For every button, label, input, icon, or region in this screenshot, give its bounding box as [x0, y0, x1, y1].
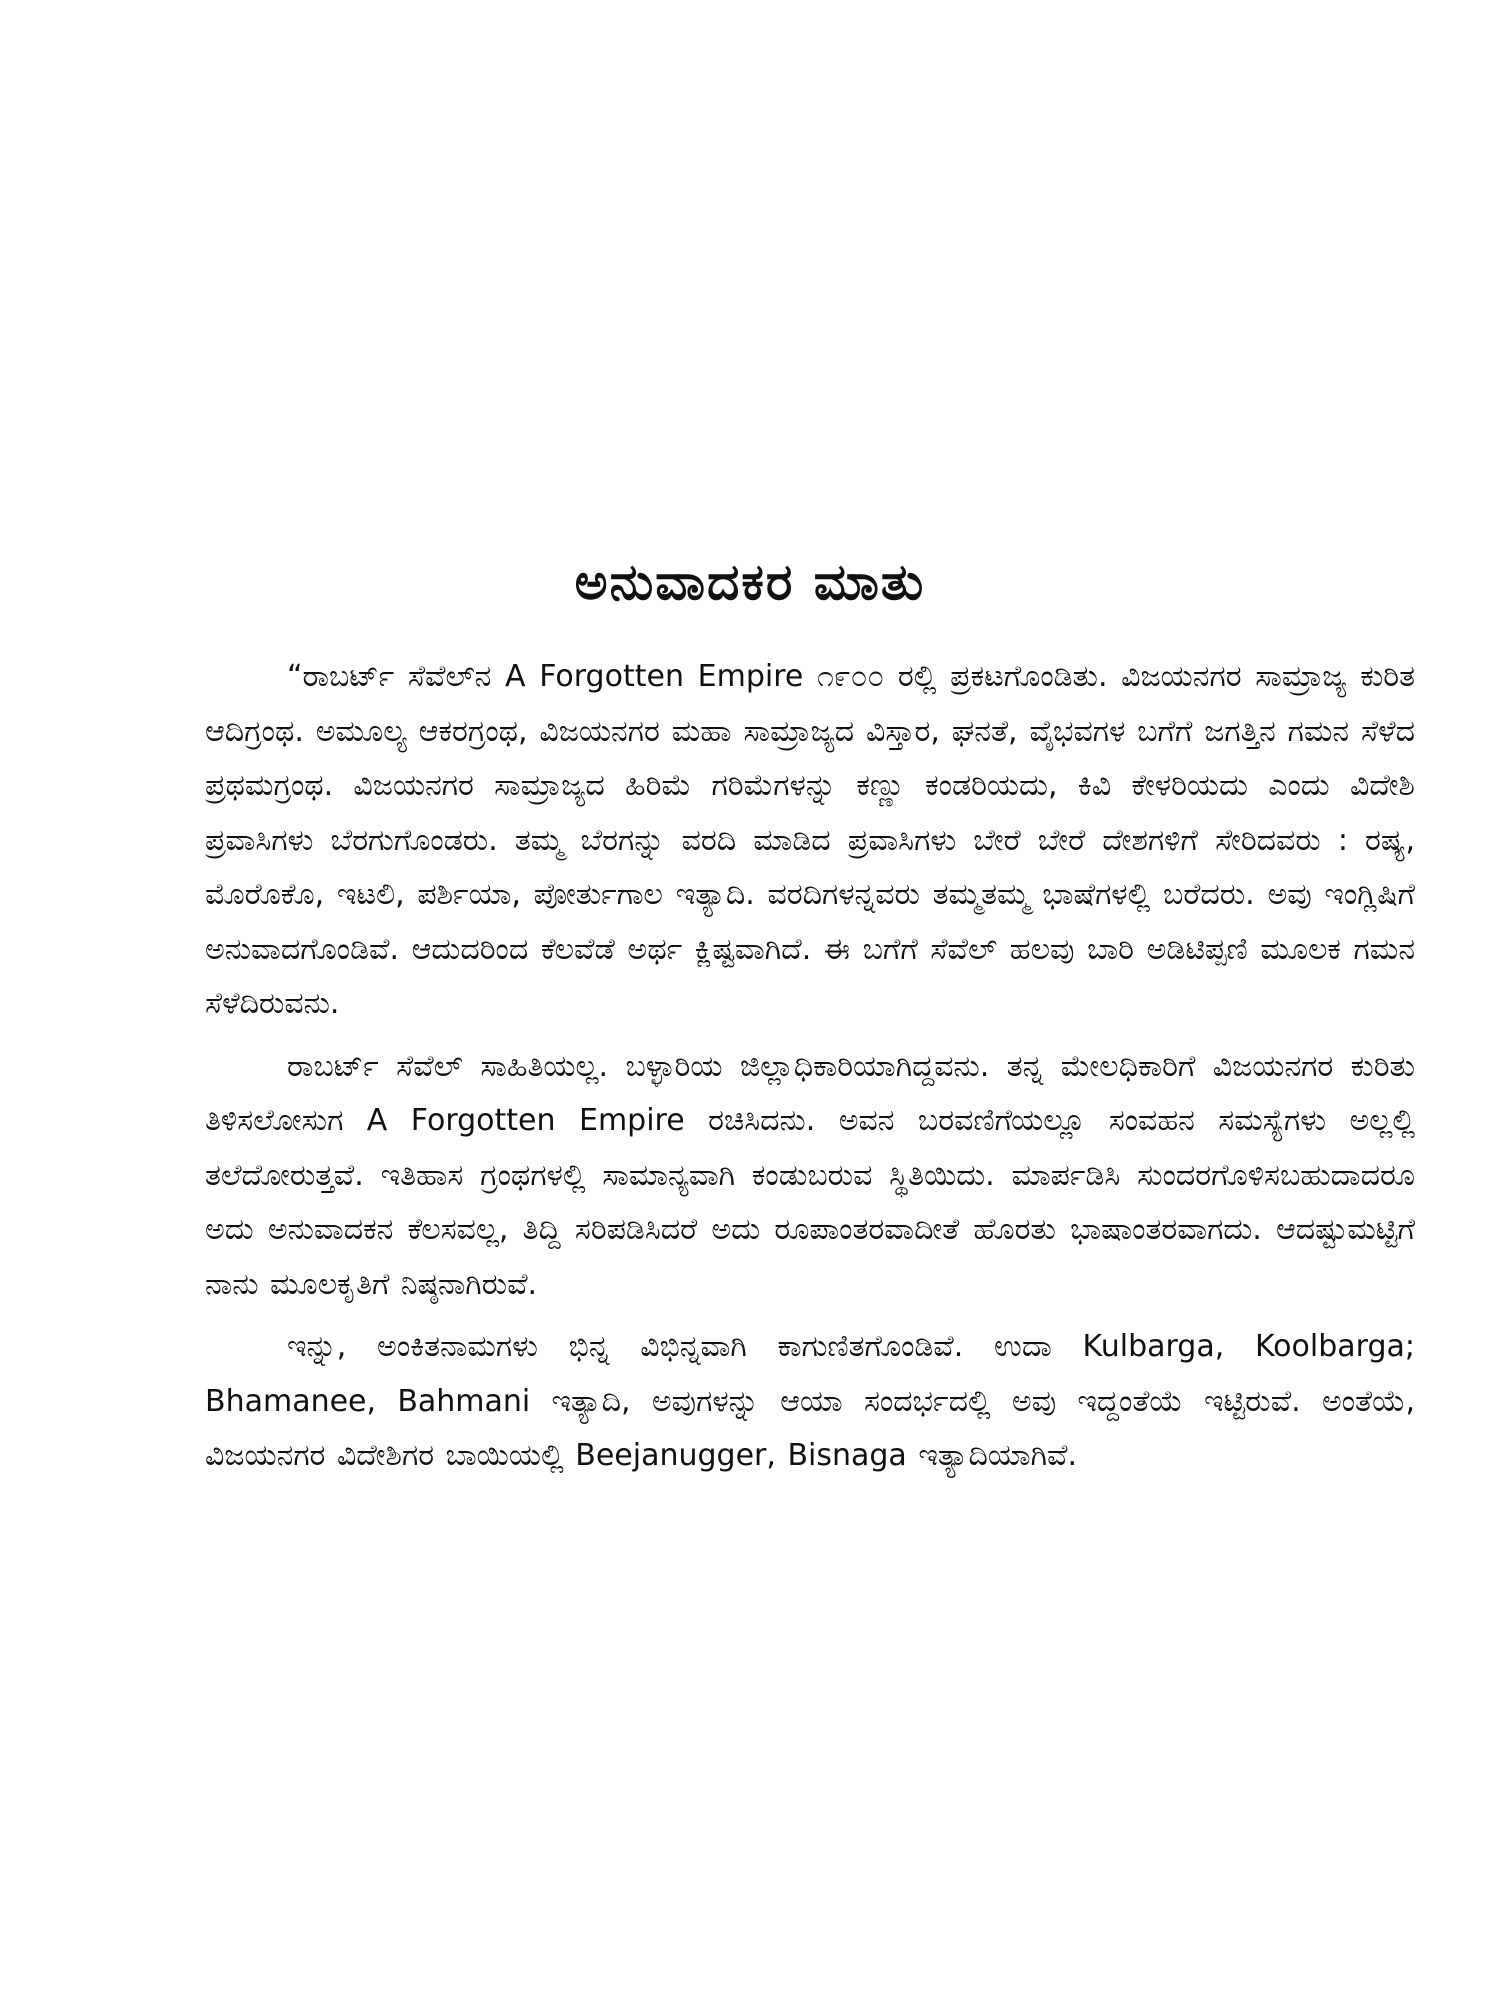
paragraph-1: “ರಾಬರ್ಟ್ ಸೆವೆಲ್‌ನ A Forgotten Empire ೧೯೦೦ ರಲ್ಲಿ ಪ್ರಕಟಗೊಂಡಿತು. ವಿಜಯನಗರ ಸಾಮ್ರಾಜ್ಯ ಕುರಿತ ಆದಿಗ್ರಂಥ. ಅಮೂಲ್ಯ ಆಕರಗ್ರಂಥ, ವಿಜಯನಗರ ಮಹಾ ಸಾಮ್ರಾಜ್ಯದ ವಿಸ್ತಾರ, ಘನತೆ, ವೈಭವಗಳ ಬಗೆಗೆ ಜಗತ್ತಿನ ಗಮನ ಸೆಳೆದ ಪ್ರಥಮಗ್ರಂಥ. ವಿಜಯನಗರ ಸಾಮ್ರಾಜ್ಯದ ಹಿರಿಮೆ ಗರಿಮೆಗಳನ್ನು ಕಣ್ಣು ಕಂಡರಿಯದು, ಕಿವಿ ಕೇಳರಿಯದು ಎಂದು ವಿದೇಶಿ ಪ್ರವಾಸಿಗಳು ಬೆರಗುಗೊಂಡರು. ತಮ್ಮ ಬೆರಗನ್ನು ವರದಿ ಮಾಡಿದ ಪ್ರವಾಸಿಗಳು ಬೇರೆ ಬೇರೆ ದೇಶಗಳಿಗೆ ಸೇರಿದವರು : ರಷ್ಯ, ಮೊರೊಕೊ, ಇಟಲಿ, ಪರ್ಶಿಯಾ, ಪೋರ್ತುಗಾಲ ಇತ್ಯಾದಿ. ವರದಿಗಳನ್ನವರು ತಮ್ಮತಮ್ಮ ಭಾಷೆಗಳಲ್ಲಿ ಬರೆದರು. ಅವು ಇಂಗ್ಲಿಷಿಗೆ ಅನುವಾದಗೊಂಡಿವೆ. ಆದುದರಿಂದ ಕೆಲವೆಡೆ ಅರ್ಥ ಕ್ಲಿಷ್ಟವಾಗಿದೆ. ಈ ಬಗೆಗೆ ಸೆವೆಲ್ ಹಲವು ಬಾರಿ ಅಡಿಟಿಪ್ಪಣಿ ಮೂಲಕ ಗಮನ ಸೆಳೆದಿರುವನು. — [205, 659, 1415, 1021]
paragraph-2: ರಾಬರ್ಟ್ ಸೆವೆಲ್ ಸಾಹಿತಿಯಲ್ಲ. ಬಳ್ಳಾರಿಯ ಜಿಲ್ಲಾಧಿಕಾರಿಯಾಗಿದ್ದವನು. ತನ್ನ ಮೇಲಧಿಕಾರಿಗೆ ವಿಜಯನಗರ ಕುರಿತು ತಿಳಿಸಲೋಸುಗ A Forgotten Empire ರಚಿಸಿದನು. ಅವನ ಬರವಣಿಗೆಯಲ್ಲೂ ಸಂವಹನ ಸಮಸ್ಯೆಗಳು ಅಲ್ಲಲ್ಲಿ ತಲೆದೋರುತ್ತವೆ. ಇತಿಹಾಸ ಗ್ರಂಥಗಳಲ್ಲಿ ಸಾಮಾನ್ಯವಾಗಿ ಕಂಡುಬರುವ ಸ್ಥಿತಿಯಿದು. ಮಾರ್ಪಡಿಸಿ ಸುಂದರಗೊಳಿಸಬಹುದಾದರೂ ಅದು ಅನುವಾದಕನ ಕೆಲಸವಲ್ಲ, ತಿದ್ದಿ ಸರಿಪಡಿಸಿದರೆ ಅದು ರೂಪಾಂತರವಾದೀತೆ ಹೊರತು ಭಾಷಾಂತರವಾಗದು. ಆದಷ್ಟುಮಟ್ಟಿಗೆ ನಾನು ಮೂಲಕೃತಿಗೆ ನಿಷ್ಠನಾಗಿರುವೆ. — [205, 1048, 1415, 1302]
body-text — [205, 650, 1415, 1492]
paragraph-3: ಇನ್ನು, ಅಂಕಿತನಾಮಗಳು ಭಿನ್ನ ವಿಭಿನ್ನವಾಗಿ ಕಾಗುಣಿತಗೊಂಡಿವೆ. ಉದಾ Kulbarga, Koolbarga; Bhamanee, Bahmani ಇತ್ಯಾದಿ, ಅವುಗಳನ್ನು ಆಯಾ ಸಂದರ್ಭದಲ್ಲಿ ಅವು ಇದ್ದಂತೆಯೆ ಇಟ್ಟಿರುವೆ. ಅಂತೆಯೆ, ವಿಜಯನಗರ ವಿದೇಶಿಗರ ಬಾಯಿಯಲ್ಲಿ Beejanugger, Bisnaga ಇತ್ಯಾದಿಯಾಗಿವೆ. — [205, 1329, 1415, 1473]
page-title: ಅನುವಾದಕರ ಮಾತು — [574, 552, 926, 611]
